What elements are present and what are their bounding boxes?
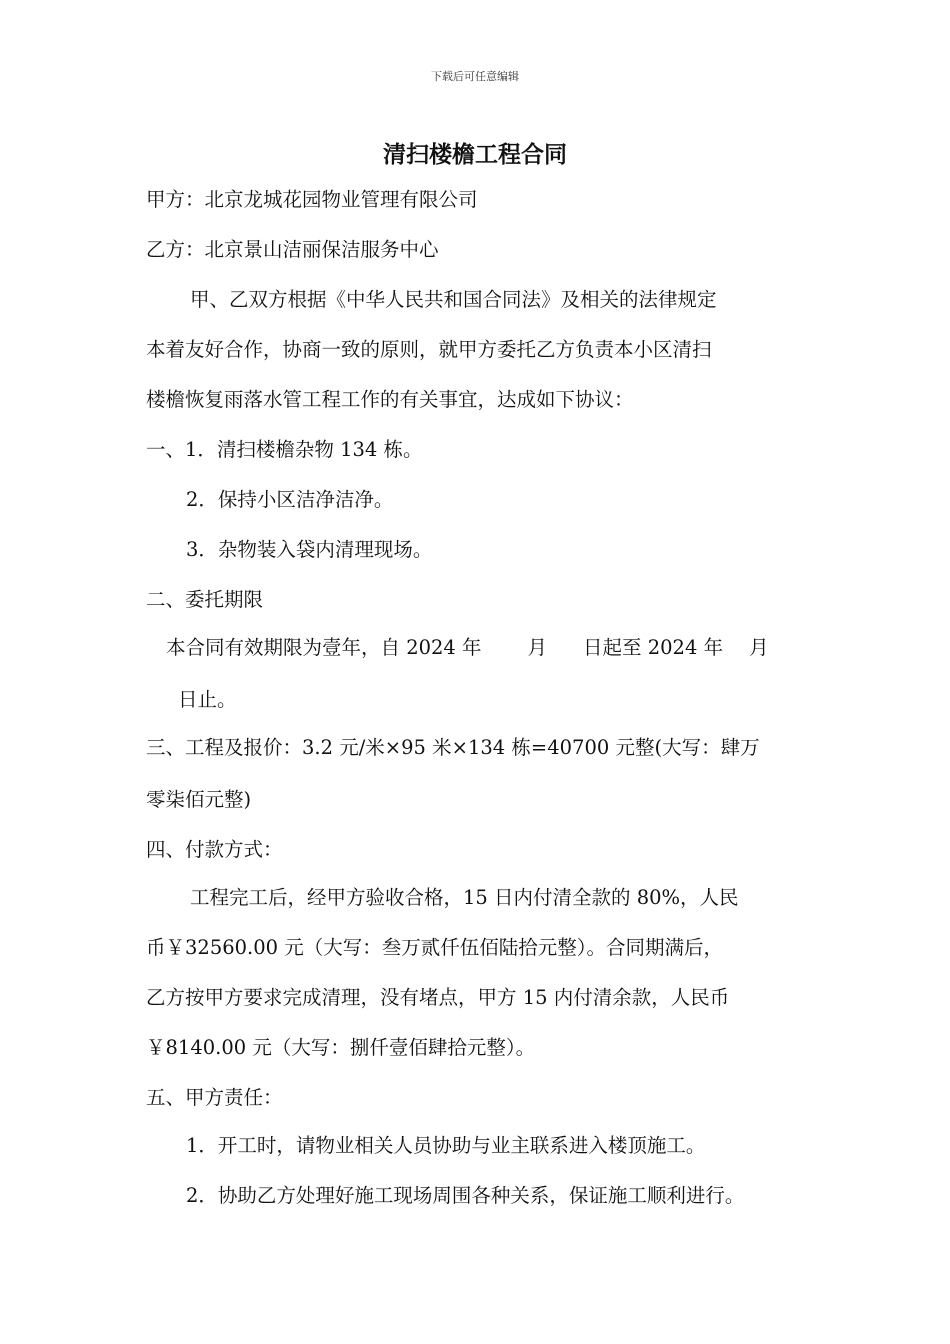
section-3-line-2: 零柒佰元整) [146,788,252,811]
intro-line-3: 楼檐恢复雨落水管工程工作的有关事宜，达成如下协议： [146,388,634,411]
section-1-item-2: 2．保持小区洁净洁净。 [186,488,394,511]
section-5-item-1: 1．开工时，请物业相关人员协助与业主联系进入楼顶施工。 [186,1134,706,1157]
party-a: 甲方：北京龙城花园物业管理有限公司 [146,188,478,211]
header-note: 下载后可任意编辑 [431,70,519,83]
term-end-text: 日起至 2024 年 [583,636,724,659]
intro-line-2: 本着友好合作，协商一致的原则，就甲方委托乙方负责本小区清扫 [146,338,712,361]
section-5-item-2: 2．协助乙方处理好施工现场周围各种关系，保证施工顺利进行。 [186,1184,745,1207]
section-2-heading: 二、委托期限 [146,588,264,611]
term-start-text: 本合同有效期限为壹年，自 2024 年 [166,636,482,659]
term-end-month: 月 [749,636,769,659]
section-2-line-2: 日止。 [178,688,237,711]
section-4-line-2: 币￥32560.00 元（大写：叁万贰仟伍佰陆拾元整）。合同期满后， [146,936,723,959]
document-title: 清扫楼檐工程合同 [383,142,567,168]
term-start-month: 月 [527,636,548,659]
section-5-heading: 五、甲方责任： [146,1086,283,1109]
party-b: 乙方：北京景山洁丽保洁服务中心 [146,238,439,261]
section-4-line-1: 工程完工后，经甲方验收合格，15 日内付清全款的 80%，人民 [190,886,739,909]
intro-line-1: 甲、乙双方根据《中华人民共和国合同法》及相关的法律规定 [190,288,717,311]
section-1-item-1-text: 1．清扫楼檐杂物 134 栋。 [185,438,423,461]
section-1-item-1 [146,436,423,464]
section-1-prefix: 一、 [146,438,186,461]
section-2-line-1 [166,634,769,662]
section-1-item-3: 3．杂物装入袋内清理现场。 [186,538,433,561]
section-3-line-1: 三、工程及报价：3.2 元/米×95 米×134 栋=40700 元整(大写：肆万 [146,736,760,759]
section-4-line-4: ￥8140.00 元（大写：捌仟壹佰肆拾元整）。 [146,1036,536,1059]
section-4-line-3: 乙方按甲方要求完成清理，没有堵点，甲方 15 内付清余款，人民币 [146,986,730,1009]
section-4-heading: 四、付款方式： [146,838,283,861]
